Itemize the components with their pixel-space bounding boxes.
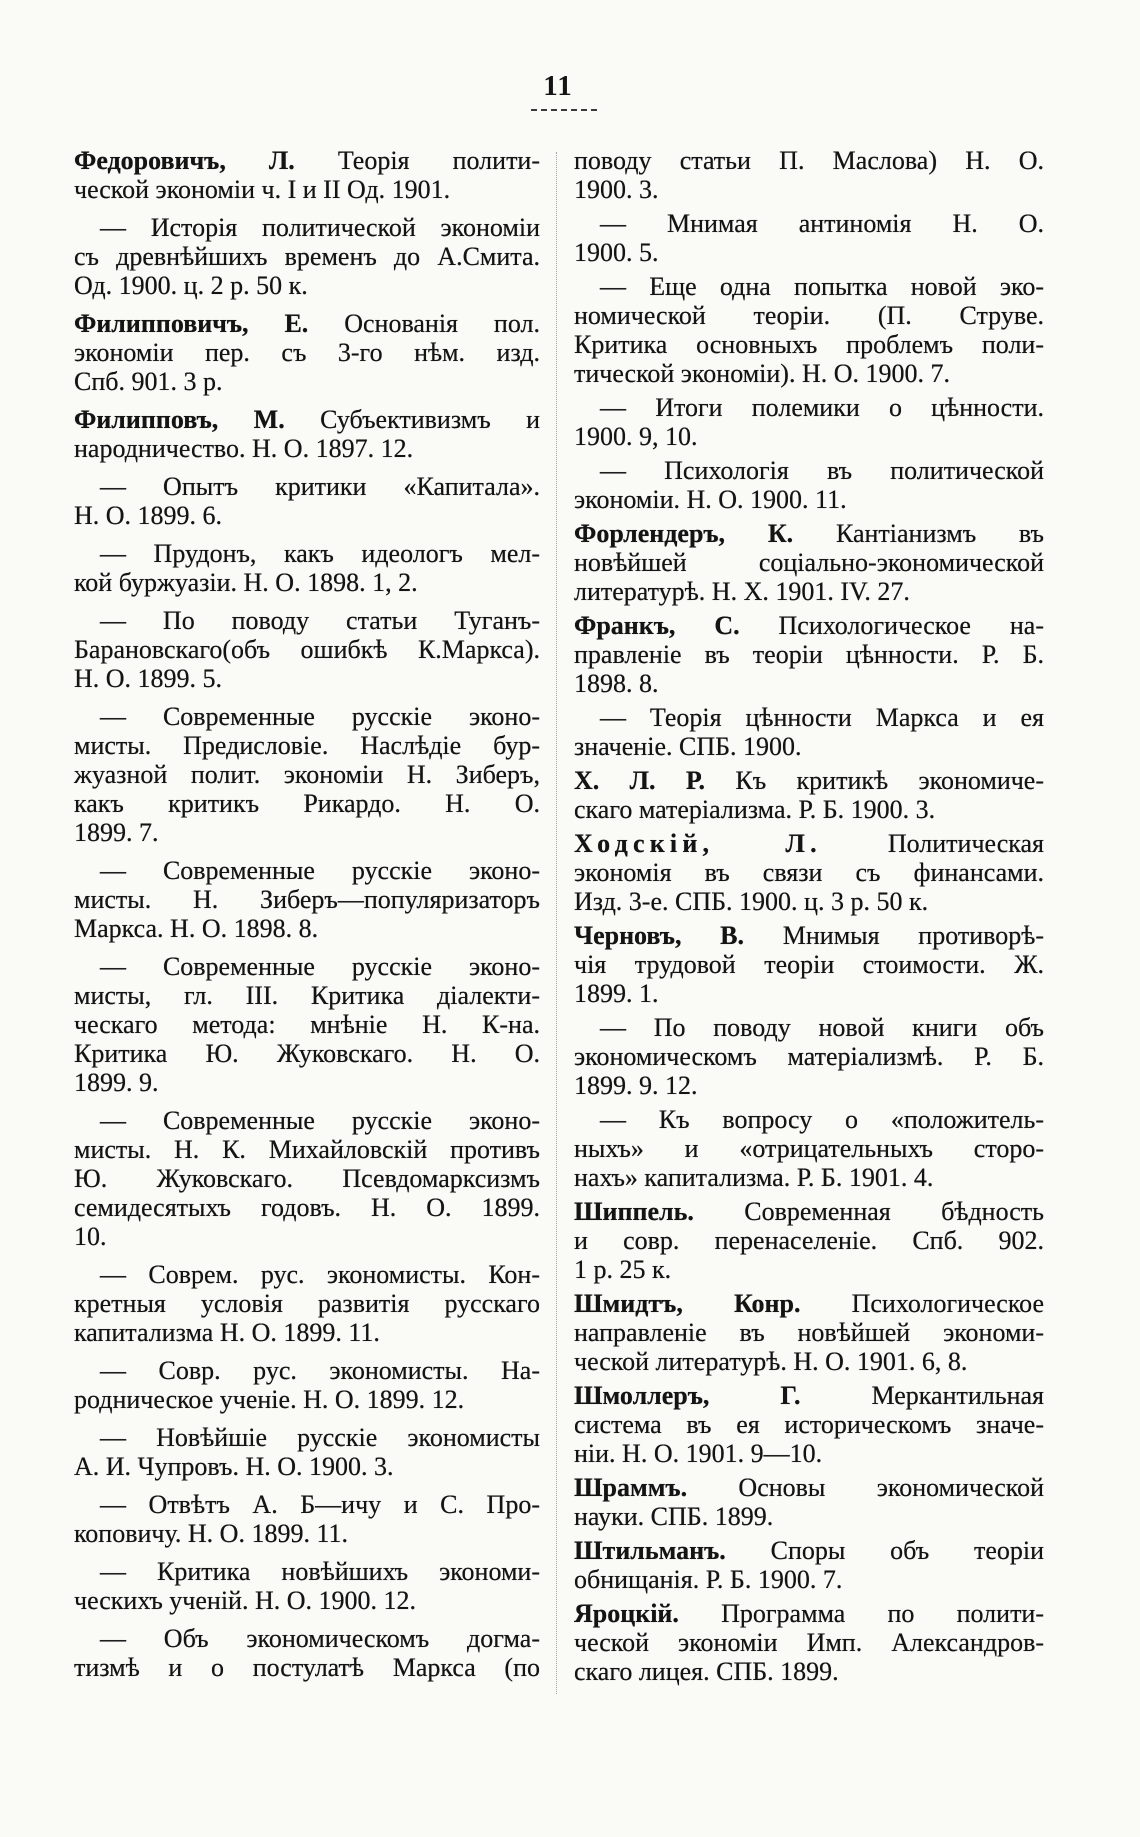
entry-line: А. И. Чупровъ. Н. О. 1900. 3.: [74, 1452, 394, 1481]
entry-author: Черновъ, В.: [574, 921, 745, 950]
entry-author: Штильманъ.: [574, 1536, 726, 1565]
entry-line: — Къ вопросу о «положитель-: [600, 1105, 1044, 1134]
entry-line: — Отвѣтъ А. Б—ичу и С. Про-: [100, 1490, 540, 1519]
bib-entry: [574, 1381, 1044, 1468]
bib-entry: [574, 1473, 1044, 1531]
entry-line: экономіи. Н. О. 1900. 11.: [574, 485, 847, 514]
bib-entry: [574, 1105, 1044, 1192]
entry-line: съ древнѣйшихъ временъ до А.Смита.: [74, 242, 540, 271]
entry-author: Ходскій, Л.: [574, 829, 822, 858]
entry-line: [574, 921, 1044, 950]
entry-line: Н. О. 1899. 5.: [74, 664, 223, 693]
entry-text: Основы экономической: [738, 1473, 1045, 1502]
entry-line: — Соврем. рус. экономисты. Кон-: [100, 1260, 540, 1289]
entry-author: Яроцкій.: [574, 1599, 679, 1628]
bib-entry: [574, 1289, 1044, 1376]
entry-line: [574, 611, 1044, 640]
entry-text: Политическая: [887, 829, 1044, 858]
entry-line: науки. СПБ. 1899.: [574, 1502, 774, 1531]
entry-line: [74, 146, 540, 175]
entry-line: Ю. Жуковскаго. Псевдомарксизмъ: [74, 1164, 540, 1193]
bib-entry: [74, 405, 540, 463]
entry-text: Къ критикѣ экономиче-: [735, 766, 1045, 795]
bib-entry: [574, 519, 1044, 606]
entry-line: [74, 405, 540, 434]
entry-line: [74, 309, 540, 338]
entry-line: обнищанія. Р. Б. 1900. 7.: [574, 1565, 843, 1594]
entry-line: 1899. 7.: [74, 818, 159, 847]
entry-text: Меркантильная: [871, 1381, 1044, 1410]
entry-line: 1899. 9.: [74, 1068, 159, 1097]
entry-line: 1898. 8.: [574, 669, 659, 698]
entry-line: скаго лицея. СПБ. 1899.: [574, 1657, 839, 1686]
entry-line: народничество. Н. О. 1897. 12.: [74, 434, 414, 463]
bib-entry: [74, 146, 540, 204]
entry-line: и совр. перенаселеніе. Спб. 902.: [574, 1226, 1044, 1255]
entry-line: — Опытъ критики «Капитала».: [100, 472, 540, 501]
entry-author: Шмоллеръ, Г.: [574, 1381, 801, 1410]
entry-line: 1899. 1.: [574, 979, 659, 1008]
right-column: [574, 146, 1044, 1686]
entry-line: тизмѣ и о постулатѣ Маркса (по: [74, 1653, 540, 1682]
entry-author: Франкъ, С.: [574, 611, 740, 640]
entry-line: семидесятыхъ годовъ. Н. О. 1899.: [74, 1193, 540, 1222]
entry-line: ческаго метода: мнѣніе Н. К-на.: [74, 1010, 540, 1039]
entry-line: Од. 1900. ц. 2 р. 50 к.: [74, 271, 308, 300]
entry-line: Критика основныхъ проблемъ поли-: [574, 330, 1044, 359]
bib-entry: [574, 1599, 1044, 1686]
entry-author: Шмидтъ, Конр.: [574, 1289, 801, 1318]
entry-line: [574, 1473, 1044, 1502]
entry-line: литературѣ. Н. Х. 1901. IV. 27.: [574, 577, 910, 606]
entry-line: — Объ экономическомъ догма-: [100, 1624, 540, 1653]
entry-line: [574, 766, 1044, 795]
entry-line: — Критика новѣйшихъ экономи-: [100, 1557, 540, 1586]
entry-line: Спб. 901. 3 р.: [74, 367, 223, 396]
entry-line: значеніе. СПБ. 1900.: [574, 732, 802, 761]
entry-line: [574, 1536, 1044, 1565]
entry-text: Основанія пол.: [344, 309, 540, 338]
bib-entry: [574, 272, 1044, 388]
entry-line: кретныя условія развитія русскаго: [74, 1289, 540, 1318]
page-number: 11: [543, 70, 573, 102]
bib-entry: [74, 1423, 540, 1481]
entry-line: ческой экономіи Имп. Александров-: [574, 1628, 1044, 1657]
entry-line: ческихъ ученій. Н. О. 1900. 12.: [74, 1586, 417, 1615]
entry-text: Психологическое: [851, 1289, 1045, 1318]
column-divider: [556, 152, 557, 1694]
bib-entry: [74, 856, 540, 943]
bib-entry: [574, 393, 1044, 451]
entry-line: 1899. 9. 12.: [574, 1071, 698, 1100]
entry-author: Форлендеръ, К.: [574, 519, 794, 548]
bib-entry: [74, 309, 540, 396]
bib-entry: [74, 1624, 540, 1682]
entry-line: Барановскаго(объ ошибкѣ К.Маркса).: [74, 635, 540, 664]
entry-author: Шраммъ.: [574, 1473, 688, 1502]
entry-line: тической экономіи). Н. О. 1900. 7.: [574, 359, 950, 388]
entry-line: — Совр. рус. экономисты. На-: [100, 1356, 540, 1385]
entry-author: Шиппель.: [574, 1197, 694, 1226]
entry-line: какъ критикъ Рикардо. Н. О.: [74, 789, 540, 818]
entry-text: Теорія полити-: [337, 146, 541, 175]
entry-line: номической теоріи. (П. Струве.: [574, 301, 1044, 330]
bib-entry: [74, 952, 540, 1097]
entry-line: жуазной полит. экономіи Н. Зиберъ,: [74, 760, 540, 789]
entry-line: [574, 1599, 1044, 1628]
entry-text: Мнимыя противорѣ-: [782, 921, 1045, 950]
entry-line: экономическомъ матеріализмѣ. Р. Б.: [574, 1042, 1044, 1071]
bib-entry: [74, 472, 540, 530]
entry-line: — Новѣйшіе русскіе экономисты: [100, 1423, 540, 1452]
bib-entry: [574, 1536, 1044, 1594]
entry-author: Х. Л. Р.: [574, 766, 706, 795]
entry-line: — По поводу статьи Туганъ-: [100, 606, 540, 635]
bib-entry: [574, 209, 1044, 267]
entry-author: Филипповичъ, Е.: [74, 309, 309, 338]
entry-line: капитализма Н. О. 1899. 11.: [74, 1318, 380, 1347]
entry-text: Споры объ теоріи: [770, 1536, 1044, 1565]
bib-entry: [574, 829, 1044, 916]
entry-line: — Современные русскіе эконо-: [100, 1106, 540, 1135]
bib-entry: [574, 1013, 1044, 1100]
entry-text: Кантіанизмъ въ: [835, 519, 1044, 548]
entry-line: мисты. Предисловіе. Наслѣдіе бур-: [74, 731, 540, 760]
entry-line: [574, 1381, 1044, 1410]
entry-line: 1 р. 25 к.: [574, 1255, 672, 1284]
bib-entry: [74, 1557, 540, 1615]
bib-entry: [574, 703, 1044, 761]
entry-text: Современная бѣдность: [744, 1197, 1044, 1226]
entry-line: 1900. 3.: [574, 175, 659, 204]
entry-line: Изд. 3-е. СПБ. 1900. ц. 3 р. 50 к.: [574, 887, 929, 916]
entry-line: коповичу. Н. О. 1899. 11.: [74, 1519, 348, 1548]
bib-entry: [74, 1106, 540, 1251]
entry-line: — По поводу новой книги объ: [600, 1013, 1044, 1042]
entry-line: поводу статьи П. Маслова) Н. О.: [574, 146, 1044, 175]
entry-line: Н. О. 1899. 6.: [74, 501, 223, 530]
left-column: [74, 146, 540, 1682]
entry-line: направленіе въ новѣйшей экономи-: [574, 1318, 1044, 1347]
entry-line: чія трудовой теоріи стоимости. Ж.: [574, 950, 1044, 979]
entry-line: 1900. 9, 10.: [574, 422, 698, 451]
entry-line: система въ ея историческомъ значе-: [574, 1410, 1044, 1439]
bib-entry: [574, 611, 1044, 698]
entry-line: [574, 1197, 1044, 1226]
entry-line: [574, 1289, 1044, 1318]
entry-line: — Итоги полемики о цѣнности.: [600, 393, 1044, 422]
entry-line: — Современные русскіе эконо-: [100, 702, 540, 731]
entry-line: — Современные русскіе эконо-: [100, 952, 540, 981]
bib-entry: [574, 456, 1044, 514]
entry-line: мисты. Н. Зиберъ—популяризаторъ: [74, 885, 540, 914]
entry-line: ческой литературѣ. Н. О. 1901. 6, 8.: [574, 1347, 968, 1376]
bib-entry: [574, 1197, 1044, 1284]
entry-author: Федоровичъ, Л.: [74, 146, 295, 175]
entry-line: нахъ» капитализма. Р. Б. 1901. 4.: [574, 1163, 934, 1192]
entry-line: правленіе въ теоріи цѣнности. Р. Б.: [574, 640, 1044, 669]
entry-line: скаго матеріализма. Р. Б. 1900. 3.: [574, 795, 936, 824]
entry-text: Программа по полити-: [721, 1599, 1045, 1628]
entry-line: ніи. Н. О. 1901. 9—10.: [574, 1439, 823, 1468]
bib-entry: [74, 1260, 540, 1347]
bib-entry: [574, 921, 1044, 1008]
page-number-rule: [531, 109, 597, 111]
entry-line: кой буржуазіи. Н. О. 1898. 1, 2.: [74, 568, 418, 597]
bib-entry: [74, 702, 540, 847]
entry-text: Психологическое на-: [778, 611, 1044, 640]
entry-line: Маркса. Н. О. 1898. 8.: [74, 914, 319, 943]
entry-line: 1900. 5.: [574, 238, 659, 267]
bib-entry: [74, 1356, 540, 1414]
bib-entry: [74, 213, 540, 300]
entry-line: — Прудонъ, какъ идеологъ мел-: [100, 539, 540, 568]
entry-line: — Исторія политической экономіи: [100, 213, 540, 242]
entry-line: экономіи пер. съ 3-го нѣм. изд.: [74, 338, 540, 367]
entry-line: новѣйшей соціально-экономической: [574, 548, 1044, 577]
entry-line: — Мнимая антиномія Н. О.: [600, 209, 1044, 238]
bib-entry: [74, 539, 540, 597]
entry-line: — Психологія въ политической: [600, 456, 1044, 485]
entry-line: — Теорія цѣнности Маркса и ея: [600, 703, 1044, 732]
entry-text: Субъективизмъ и: [320, 405, 540, 434]
entry-line: Критика Ю. Жуковскаго. Н. О.: [74, 1039, 540, 1068]
entry-line: мисты. Н. К. Михайловскій противъ: [74, 1135, 540, 1164]
entry-line: ческой экономіи ч. I и II Од. 1901.: [74, 175, 451, 204]
entry-line: экономія въ связи съ финансами.: [574, 858, 1044, 887]
entry-line: — Еще одна попытка новой эко-: [600, 272, 1044, 301]
bib-entry-continued: [574, 146, 1044, 204]
bib-entry: [74, 606, 540, 693]
entry-line: 10.: [74, 1222, 107, 1251]
bib-entry: [574, 766, 1044, 824]
entry-line: — Современные русскіе эконо-: [100, 856, 540, 885]
bib-entry: [74, 1490, 540, 1548]
entry-line: родническое ученіе. Н. О. 1899. 12.: [74, 1385, 465, 1414]
entry-author: Филипповъ, М.: [74, 405, 285, 434]
entry-line: мисты, гл. III. Критика діалекти-: [74, 981, 540, 1010]
entry-line: ныхъ» и «отрицательныхъ сторо-: [574, 1134, 1044, 1163]
entry-line: [574, 519, 1044, 548]
entry-line: [574, 829, 1044, 858]
